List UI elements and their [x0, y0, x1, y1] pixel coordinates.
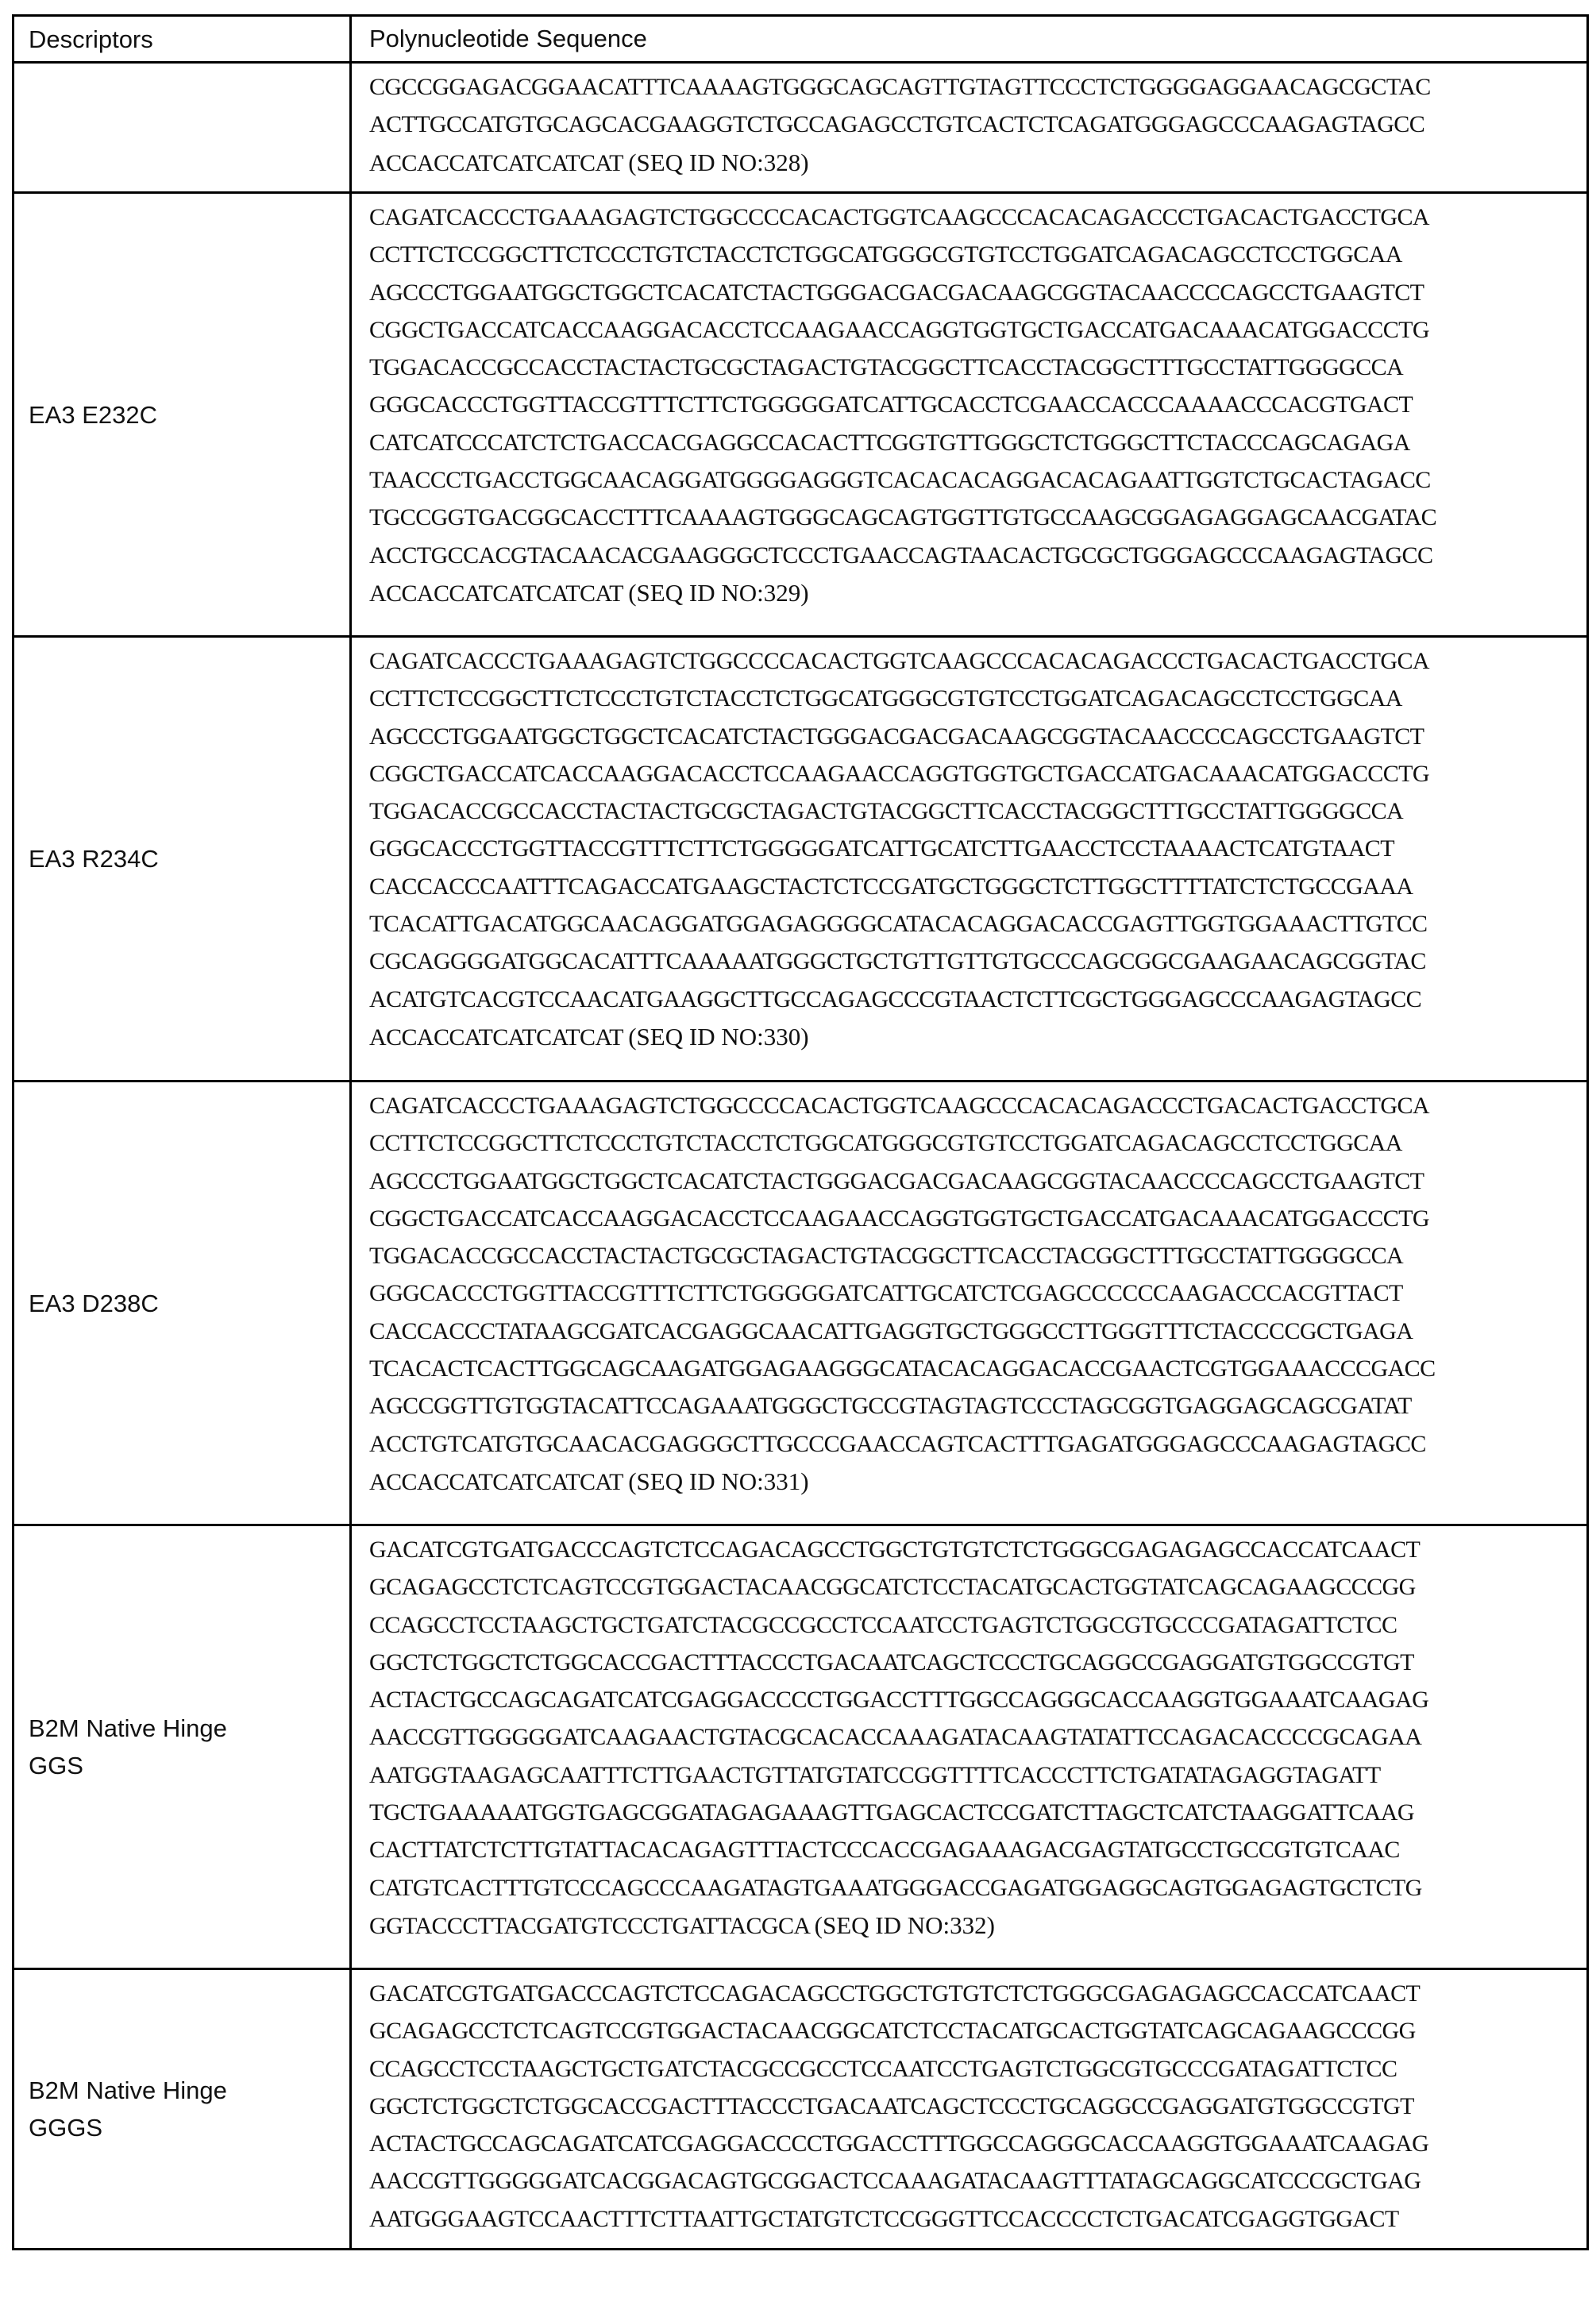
sequence-line — [369, 1869, 1586, 1907]
sequence-line — [369, 2088, 1586, 2125]
table-row — [13, 1969, 1588, 2250]
sequence-text: AGCCCTGGAATGGCTGGCTCACATCTACTGGGACGACGACAAGCGGTACAACCCCAGCCTGAAGTCT — [369, 1168, 1424, 1194]
sequence-line — [369, 1237, 1586, 1274]
sequence-line — [369, 386, 1586, 423]
sequence-line — [369, 868, 1586, 905]
sequence-line — [369, 943, 1586, 980]
seq-id-label: (SEQ ID NO:331) — [628, 1467, 808, 1495]
sequence-text: TCACACTCACTTGGCAGCAAGATGGAGAAGGGCATACACAGGACACCGAACTCGTGGAAACCCGACC — [369, 1355, 1435, 1382]
table-row — [13, 1082, 1588, 1525]
sequence-text: ACCTGCCACGTACAACACGAAGGGCTCCCTGAACCAGTAACACTGCGCTGGGAGCCCAAGAGTAGCC — [369, 542, 1432, 569]
sequence-text: CAGATCACCCTGAAAGAGTCTGGCCCCACACTGGTCAAGCCCACACAGACCCTGACACTGACCTGCA — [369, 648, 1429, 674]
sequence-line — [369, 792, 1586, 830]
sequence-text: GGGCACCCTGGTTACCGTTTCTTCTGGGGGATCATTGCATCTCGAGCCCCCCAAGACCCACGTTACT — [369, 1280, 1403, 1306]
sequence-cell — [351, 1082, 1588, 1525]
sequence-line — [369, 1756, 1586, 1794]
descriptor-cell — [13, 1082, 351, 1525]
sequence-line — [369, 2125, 1586, 2162]
sequence-text: ACCACCATCATCATCAT — [369, 150, 623, 176]
sequence-text: AGCCGGTTGTGGTACATTCCAGAAATGGGCTGCCGTAGTAGTCCCTAGCGGTGAGGAGCAGCGATAT — [369, 1393, 1412, 1419]
sequence-line — [369, 1387, 1586, 1425]
sequence-text: CGGCTGACCATCACCAAGGACACCTCCAAGAACCAGGTGGTGCTGACCATGACAAACATGGACCCTG — [369, 761, 1429, 787]
sequence-text: CAGATCACCCTGAAAGAGTCTGGCCCCACACTGGTCAAGCCCACACAGACCCTGACACTGACCTGCA — [369, 204, 1429, 230]
descriptor-text: B2M Native Hinge GGGS — [29, 2072, 235, 2146]
sequence-text: ACCACCATCATCATCAT — [369, 1469, 623, 1495]
descriptor-text: EA3 D238C — [29, 1285, 235, 1322]
sequence-cell — [351, 1969, 1588, 2250]
sequence-cell — [351, 1525, 1588, 1969]
sequence-line — [369, 680, 1586, 717]
sequence-text: GGTACCCTTACGATGTCCCTGATTACGCA — [369, 1913, 809, 1939]
sequence-text: ACTACTGCCAGCAGATCATCGAGGACCCCTGGACCTTTGGCCAGGGCACCAAGGTGGAAATCAAGAG — [369, 2130, 1428, 2157]
descriptor-cell — [13, 637, 351, 1082]
sequence-text: CGCCGGAGACGGAACATTTCAAAAGTGGGCAGCAGTTGTAGTTCCCTCTGGGGAGGAACAGCGCTAC — [369, 74, 1431, 100]
sequence-text: CACCACCCAATTTCAGACCATGAAGCTACTCTCCGATGCTGGGCTCTTGGCTTTTATCTCTGCCGAAA — [369, 873, 1413, 900]
sequence-text: TCACATTGACATGGCAACAGGATGGAGAGGGGCATACACAGGACACCGAGTTGGTGGAAACTTGTCC — [369, 911, 1427, 937]
sequence-line — [369, 236, 1586, 273]
sequence-line — [369, 1975, 1586, 2012]
sequence-line — [369, 461, 1586, 499]
sequence-line — [369, 981, 1586, 1018]
sequence-line — [369, 1274, 1586, 1312]
sequence-text: AGCCCTGGAATGGCTGGCTCACATCTACTGGGACGACGACAAGCGGTACAACCCCAGCCTGAAGTCT — [369, 723, 1424, 750]
sequence-text: AGCCCTGGAATGGCTGGCTCACATCTACTGGGACGACGACAAGCGGTACAACCCCAGCCTGAAGTCT — [369, 280, 1424, 306]
sequence-line — [369, 68, 1586, 106]
sequence-line — [369, 274, 1586, 311]
sequence-line — [369, 1907, 1586, 1945]
sequence-text: GGGCACCCTGGTTACCGTTTCTTCTGGGGGATCATTGCACCTCGAACCACCCAAAACCCACGTGACT — [369, 391, 1413, 418]
sequence-text: TGGACACCGCCACCTACTACTGCGCTAGACTGTACGGCTTCACCTACGGCTTTGCCTATTGGGGCCA — [369, 798, 1403, 824]
table-row — [13, 637, 1588, 1082]
sequence-text: AATGGGAAGTCCAACTTTCTTAATTGCTATGTCTCCGGGTTCCACCCCTCTGACATCGAGGTGGACT — [369, 2206, 1399, 2232]
sequence-text: TGGACACCGCCACCTACTACTGCGCTAGACTGTACGGCTTCACCTACGGCTTTGCCTATTGGGGCCA — [369, 354, 1403, 380]
sequence-cell — [351, 637, 1588, 1082]
sequence-table — [12, 14, 1589, 2250]
sequence-line — [369, 2162, 1586, 2200]
sequence-line — [369, 2012, 1586, 2049]
header-descriptors: Descriptors — [13, 16, 351, 63]
sequence-line — [369, 755, 1586, 792]
sequence-text: CACCACCCTATAAGCGATCACGAGGCAACATTGAGGTGCTGGGCCTTGGGTTTCTACCCCGCTGAGA — [369, 1318, 1413, 1344]
sequence-line — [369, 537, 1586, 574]
sequence-text: CACTTATCTCTTGTATTACACAGAGTTTACTCCCACCGAGAAAGACGAGTATGCCTGCCGTGTCAAC — [369, 1837, 1400, 1863]
sequence-line — [369, 1606, 1586, 1644]
sequence-text: ACCTGTCATGTGCAACACGAGGGCTTGCCCGAACCAGTCACTTTGAGATGGGAGCCCAAGAGTAGCC — [369, 1431, 1426, 1457]
sequence-text: GACATCGTGATGACCCAGTCTCCAGACAGCCTGGCTGTGTCTCTGGGCGAGAGAGCCACCATCAACT — [369, 1980, 1420, 2007]
sequence-text: TGCCGGTGACGGCACCTTTCAAAAGTGGGCAGCAGTGGTTGTGCCAAGCGGAGAGGAGCAACGATAC — [369, 504, 1436, 530]
sequence-text: CATCATCCCATCTCTGACCACGAGGCCACACTTCGGTGTTGGGCTCTGGGCTTCTACCCAGCAGAGA — [369, 430, 1410, 456]
sequence-line — [369, 1162, 1586, 1200]
sequence-line — [369, 574, 1586, 612]
sequence-line — [369, 106, 1586, 143]
sequence-line — [369, 199, 1586, 236]
sequence-line — [369, 1124, 1586, 1162]
header-sequence: Polynucleotide Sequence — [351, 16, 1588, 63]
sequence-line — [369, 2200, 1586, 2238]
descriptor-cell — [13, 1969, 351, 2250]
sequence-line — [369, 1313, 1586, 1350]
sequence-text: AACCGTTGGGGGATCAAGAACTGTACGCACACCAAAGATACAAGTATATTCCAGACACCCCGCAGAA — [369, 1724, 1421, 1750]
seq-id-label: (SEQ ID NO:332) — [815, 1911, 995, 1939]
descriptor-text: EA3 E232C — [29, 396, 235, 434]
sequence-text: TGGACACCGCCACCTACTACTGCGCTAGACTGTACGGCTTCACCTACGGCTTTGCCTATTGGGGCCA — [369, 1243, 1403, 1269]
sequence-text: CGGCTGACCATCACCAAGGACACCTCCAAGAACCAGGTGGTGCTGACCATGACAAACATGGACCCTG — [369, 317, 1429, 343]
table-row — [13, 193, 1588, 637]
descriptor-cell — [13, 1525, 351, 1969]
sequence-line — [369, 424, 1586, 461]
sequence-line — [369, 2050, 1586, 2088]
sequence-text: ACTACTGCCAGCAGATCATCGAGGACCCCTGGACCTTTGGCCAGGGCACCAAGGTGGAAATCAAGAG — [369, 1687, 1428, 1713]
sequence-text: GCAGAGCCTCTCAGTCCGTGGACTACAACGGCATCTCCTACATGCACTGGTATCAGCAGAAGCCCGG — [369, 1574, 1416, 1600]
sequence-line — [369, 499, 1586, 536]
sequence-line — [369, 1644, 1586, 1681]
sequence-line — [369, 144, 1586, 182]
sequence-text: ACCACCATCATCATCAT — [369, 580, 623, 607]
sequence-text: ACATGTCACGTCCAACATGAAGGCTTGCCAGAGCCCGTAACTCTTCGCTGGGAGCCCAAGAGTAGCC — [369, 986, 1421, 1012]
sequence-line — [369, 642, 1586, 680]
sequence-text: CCTTCTCCGGCTTCTCCCTGTCTACCTCTGGCATGGGCGTGTCCTGGATCAGACAGCCTCCTGGCAA — [369, 685, 1402, 711]
sequence-line — [369, 718, 1586, 755]
sequence-cell — [351, 63, 1588, 193]
sequence-text: CATGTCACTTTGTCCCAGCCCAAGATAGTGAAATGGGACCGAGATGGAGGCAGTGGAGAGTGCTCTG — [369, 1875, 1422, 1901]
sequence-text: GGCTCTGGCTCTGGCACCGACTTTACCCTGACAATCAGCTCCCTGCAGGCCGAGGATGTGGCCGTGT — [369, 1649, 1414, 1675]
sequence-text: AACCGTTGGGGGATCACGGACAGTGCGGACTCCAAAGATACAAGTTTATAGCAGGCATCCCGCTGAG — [369, 2168, 1421, 2194]
sequence-line — [369, 830, 1586, 867]
seq-id-label: (SEQ ID NO:329) — [628, 579, 808, 607]
descriptor-cell — [13, 63, 351, 193]
sequence-line — [369, 1018, 1586, 1056]
sequence-text: CCTTCTCCGGCTTCTCCCTGTCTACCTCTGGCATGGGCGTGTCCTGGATCAGACAGCCTCCTGGCAA — [369, 241, 1402, 268]
sequence-line — [369, 1425, 1586, 1463]
table-header-row — [13, 16, 1588, 63]
sequence-line — [369, 1087, 1586, 1124]
sequence-line — [369, 1200, 1586, 1237]
sequence-text: GACATCGTGATGACCCAGTCTCCAGACAGCCTGGCTGTGTCTCTGGGCGAGAGAGCCACCATCAACT — [369, 1536, 1420, 1563]
sequence-text: CCAGCCTCCTAAGCTGCTGATCTACGCCGCCTCCAATCCTGAGTCTGGCGTGCCCGATAGATTCTCC — [369, 1612, 1397, 1638]
sequence-line — [369, 1794, 1586, 1831]
sequence-line — [369, 1350, 1586, 1387]
sequence-text: ACTTGCCATGTGCAGCACGAAGGTCTGCCAGAGCCTGTCACTCTCAGATGGGAGCCCAAGAGTAGCC — [369, 111, 1424, 137]
table-row — [13, 1525, 1588, 1969]
sequence-text: CAGATCACCCTGAAAGAGTCTGGCCCCACACTGGTCAAGCCCACACAGACCCTGACACTGACCTGCA — [369, 1093, 1429, 1119]
seq-id-label: (SEQ ID NO:328) — [628, 148, 808, 176]
sequence-cell — [351, 193, 1588, 637]
sequence-line — [369, 349, 1586, 386]
sequence-line — [369, 1568, 1586, 1606]
sequence-text: GGCTCTGGCTCTGGCACCGACTTTACCCTGACAATCAGCTCCCTGCAGGCCGAGGATGTGGCCGTGT — [369, 2093, 1414, 2119]
sequence-text: TAACCCTGACCTGGCAACAGGATGGGGAGGGTCACACACAGGACACAGAATTGGTCTGCACTAGACC — [369, 467, 1431, 493]
sequence-line — [369, 311, 1586, 349]
sequence-line — [369, 1463, 1586, 1501]
sequence-line — [369, 905, 1586, 943]
sequence-line — [369, 1681, 1586, 1718]
sequence-line — [369, 1831, 1586, 1868]
descriptor-text: EA3 R234C — [29, 840, 235, 877]
sequence-line — [369, 1718, 1586, 1756]
sequence-text: TGCTGAAAAATGGTGAGCGGATAGAGAAAGTTGAGCACTCCGATCTTAGCTCATCTAAGGATTCAAG — [369, 1799, 1414, 1826]
table-row — [13, 63, 1588, 193]
sequence-text: ACCACCATCATCATCAT — [369, 1024, 623, 1051]
sequence-text: CCAGCCTCCTAAGCTGCTGATCTACGCCGCCTCCAATCCTGAGTCTGGCGTGCCCGATAGATTCTCC — [369, 2056, 1397, 2082]
sequence-text: GCAGAGCCTCTCAGTCCGTGGACTACAACGGCATCTCCTACATGCACTGGTATCAGCAGAAGCCCGG — [369, 2018, 1416, 2044]
sequence-text: CGCAGGGGATGGCACATTTCAAAAATGGGCTGCTGTTGTTGTGCCCAGCGGCGAAGAACAGCGGTAC — [369, 948, 1426, 974]
seq-id-label: (SEQ ID NO:330) — [628, 1023, 808, 1051]
sequence-text: CCTTCTCCGGCTTCTCCCTGTCTACCTCTGGCATGGGCGTGTCCTGGATCAGACAGCCTCCTGGCAA — [369, 1130, 1402, 1156]
sequence-text: CGGCTGACCATCACCAAGGACACCTCCAAGAACCAGGTGGTGCTGACCATGACAAACATGGACCCTG — [369, 1205, 1429, 1232]
sequence-line — [369, 1531, 1586, 1568]
sequence-text: GGGCACCCTGGTTACCGTTTCTTCTGGGGGATCATTGCATCTTGAACCTCCTAAAACTCATGTAACT — [369, 835, 1394, 862]
descriptor-text: B2M Native Hinge GGS — [29, 1710, 235, 1784]
sequence-text: AATGGTAAGAGCAATTTCTTGAACTGTTATGTATCCGGTTTTCACCCTTCTGATATAGAGGTAGATT — [369, 1762, 1381, 1788]
descriptor-cell — [13, 193, 351, 637]
